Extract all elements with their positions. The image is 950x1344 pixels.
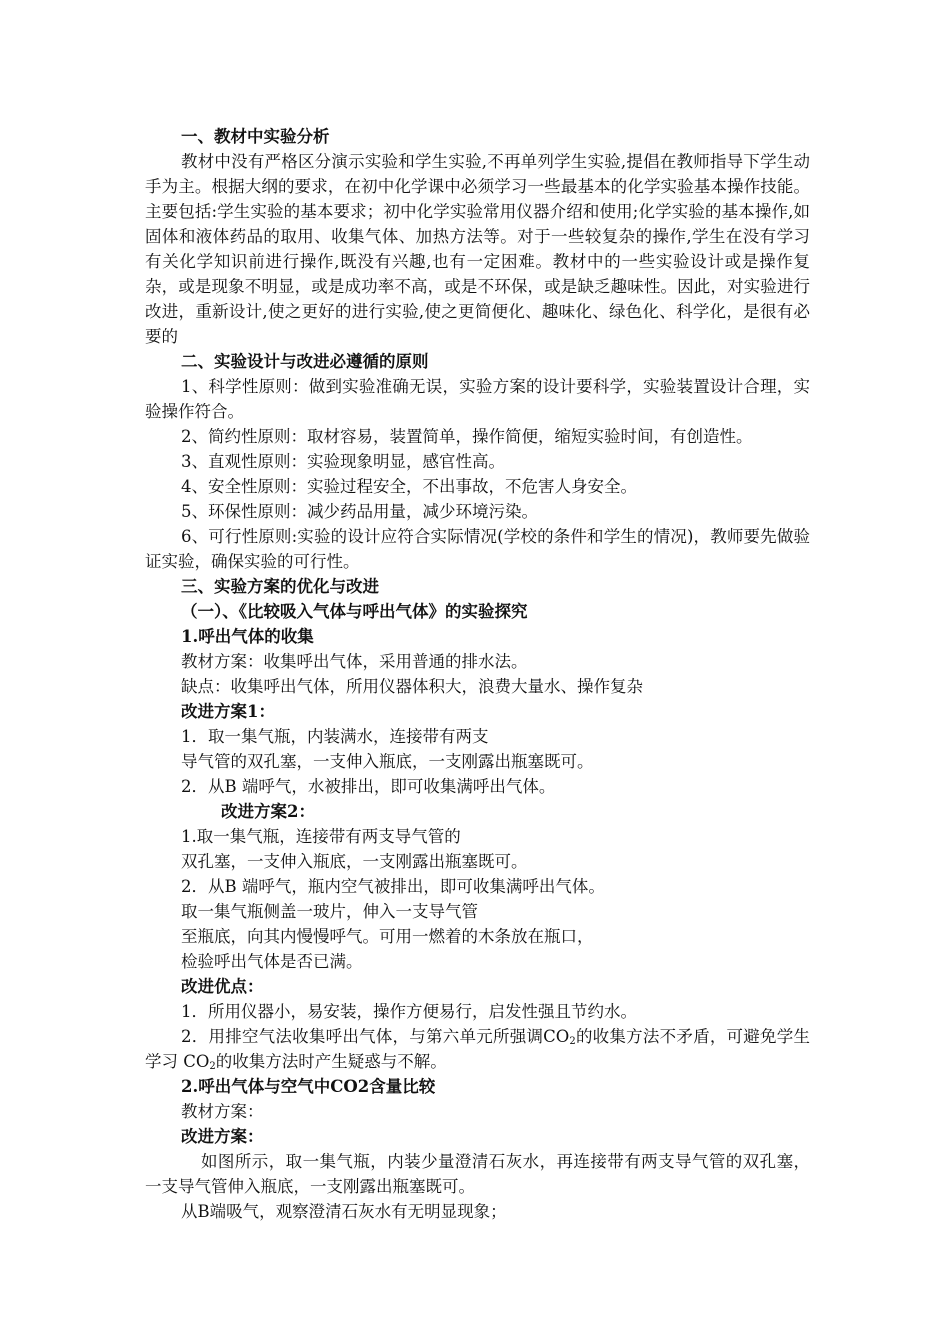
plan-1-step-2: 2．从B 端呼气，水被排出，即可收集满呼出气体。	[181, 777, 556, 796]
plan-1-step-1b: 导气管的双孔塞，一支伸入瓶底，一支刚露出瓶塞既可。	[181, 752, 594, 771]
plan-2-alt-b: 至瓶底，向其内慢慢呼气。可用一燃着的木条放在瓶口，	[181, 927, 594, 946]
principle-2: 2、简约性原则：取材容易，装置简单，操作简便，缩短实验时间，有创造性。	[181, 427, 753, 446]
co2-subscript: 2	[569, 1036, 576, 1047]
section-2-heading: 二、实验设计与改进必遵循的原则	[181, 352, 429, 371]
advantage-1: 1．所用仪器小，易安装，操作方便易行，启发性强且节约水。	[181, 1002, 637, 1021]
plan-1-step-1a: 1．取一集气瓶，内装满水，连接带有两支	[181, 727, 489, 746]
textbook-plan-2: 教材方案：	[181, 1102, 264, 1121]
advantage-2-post: 的收集方法时产生疑惑与不解。	[215, 1052, 447, 1071]
improve-plan-text: 如图所示，取一集气瓶，内装少量澄清石灰水，再连接带有两支导气管的双孔塞，一支导气管伸入瓶底，一支刚露出瓶塞既可。	[145, 1152, 810, 1196]
section-3-heading: 三、实验方案的优化与改进	[181, 577, 379, 596]
principle-5: 5、环保性原则：减少药品用量，减少环境污染。	[181, 502, 538, 521]
advantage-2-mid: 的收集方法不矛盾，可避免学生学习 CO	[145, 1027, 810, 1071]
section-1-heading: 一、教材中实验分析	[181, 127, 330, 146]
plan-2-step-1a: 1.取一集气瓶，连接带有两支导气管的	[181, 827, 461, 846]
plan-2-step-1b: 双孔塞，一支伸入瓶底，一支刚露出瓶塞既可。	[181, 852, 528, 871]
item-1-heading: 1.呼出气体的收集	[181, 627, 314, 646]
advantage-2-pre: 2．用排空气法收集呼出气体，与第六单元所强调CO	[181, 1027, 570, 1046]
principle-1: 1、科学性原则：做到实验准确无误，实验方案的设计要科学，实验装置设计合理，实验操作符合。	[145, 377, 810, 421]
principle-6: 6、可行性原则:实验的设计应符合实际情况(学校的条件和学生的情况)，教师要先做验证实验，确保实验的可行性。	[145, 527, 810, 571]
last-line: 从B端吸气，观察澄清石灰水有无明显现象；	[181, 1202, 507, 1221]
advantages-heading: 改进优点：	[181, 977, 264, 996]
subsection-1-heading: （一）、《比较吸入气体与呼出气体》的实验探究	[181, 602, 528, 621]
advantage-2	[145, 1024, 810, 1074]
co2-subscript: 2	[209, 1061, 216, 1072]
improve-plan-heading: 改进方案：	[181, 1127, 264, 1146]
section-1-paragraph: 教材中没有严格区分演示实验和学生实验,不再单列学生实验,提倡在教师指导下学生动手为主。根据大纲的要求，在初中化学课中必须学习一些最基本的化学实验基本操作技能。主要包括:学生实验的基本要求；初中化学实验常用仪器介绍和使用;化学实验的基本操作,如固体和液体药品的取用、收集气体、加热方法等。对于一些较复杂的操作,学生在没有学习有关化学知识前进行操作,既没有兴趣,也有一定困难。教材中的一些实验设计或是操作复杂，或是现象不明显，或是成功率不高，或是不环保，或是缺乏趣味性。因此，对实验进行改进，重新设计,使之更好的进行实验,使之更简便化、趣味化、绿色化、科学化，是很有必要的	[145, 152, 810, 346]
textbook-plan-1: 教材方案：收集呼出气体，采用普通的排水法。	[181, 652, 528, 671]
plan-2-alt-a: 取一集气瓶侧盖一玻片，伸入一支导气管	[181, 902, 478, 921]
item-2-heading: 2.呼出气体与空气中CO2含量比较	[181, 1077, 436, 1096]
plan-2-step-2: 2．从B 端呼气，瓶内空气被排出，即可收集满呼出气体。	[181, 877, 605, 896]
principle-3: 3、直观性原则：实验现象明显，感官性高。	[181, 452, 505, 471]
principle-4: 4、安全性原则：实验过程安全，不出事故，不危害人身安全。	[181, 477, 637, 496]
document-body	[145, 124, 810, 1224]
drawback-1: 缺点：收集呼出气体，所用仪器体积大，浪费大量水、操作复杂	[181, 677, 643, 696]
improve-plan-2-heading: 改进方案2：	[221, 802, 315, 821]
improve-plan-1-heading: 改进方案1：	[181, 702, 275, 721]
plan-2-alt-c: 检验呼出气体是否已满。	[181, 952, 363, 971]
